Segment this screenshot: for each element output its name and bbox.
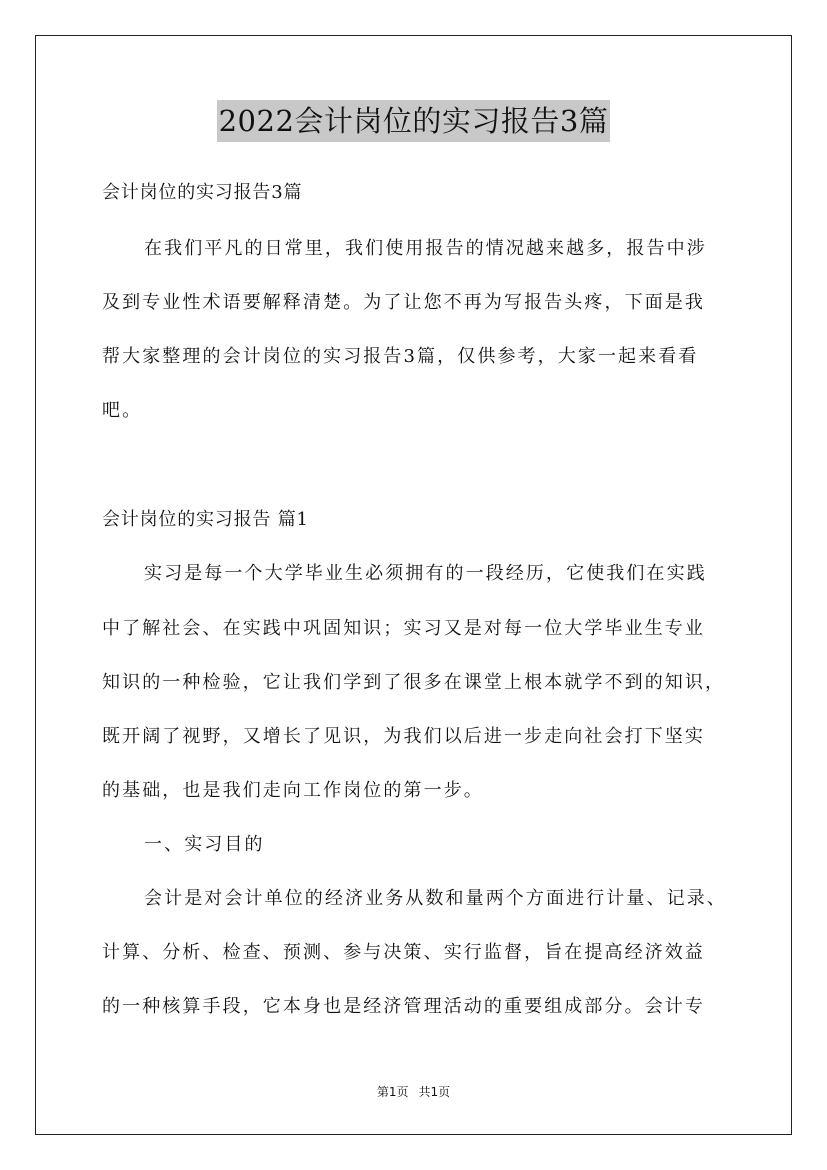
page-total: 共1页 (418, 1085, 451, 1099)
page-number: 第1页 (376, 1085, 409, 1099)
section-paragraph-line-3: 知识的一种检验，它让我们学到了很多在课堂上根本就学不到的知识， (102, 672, 726, 693)
intro-line-3: 帮大家整理的会计岗位的实习报告3篇，仅供参考，大家一起来看看 (102, 346, 699, 367)
section-paragraph-line-2: 中了解社会、在实践中巩固知识；实习又是对每一位大学毕业生专业 (102, 618, 705, 639)
page-footer (0, 1084, 827, 1100)
document-subtitle: 会计岗位的实习报告3篇 (102, 182, 303, 203)
section-heading: 会计岗位的实习报告 篇1 (102, 509, 309, 530)
subheading-purpose: 一、实习目的 (144, 834, 265, 855)
intro-line-1: 在我们平凡的日常里，我们使用报告的情况越来越多，报告中涉 (144, 238, 707, 259)
purpose-paragraph-line-1: 会计是对会计单位的经济业务从数和量两个方面进行计量、记录、 (144, 888, 727, 909)
purpose-paragraph-line-3: 的一种核算手段，它本身也是经济管理活动的重要组成部分。会计专 (102, 996, 705, 1017)
section-paragraph-line-1: 实习是每一个大学毕业生必须拥有的一段经历，它使我们在实践 (144, 563, 707, 584)
document-title (0, 100, 827, 142)
intro-line-4: 吧。 (102, 400, 143, 421)
document-title-text: 2022会计岗位的实习报告3篇 (217, 100, 611, 142)
section-paragraph-line-5: 的基础，也是我们走向工作岗位的第一步。 (102, 780, 484, 801)
intro-line-2: 及到专业性术语要解释清楚。为了让您不再为写报告头疼，下面是我 (102, 292, 705, 313)
purpose-paragraph-line-2: 计算、分析、检查、预测、参与决策、实行监督，旨在提高经济效益 (102, 942, 705, 963)
section-paragraph-line-4: 既开阔了视野，又增长了见识，为我们以后进一步走向社会打下坚实 (102, 726, 705, 747)
